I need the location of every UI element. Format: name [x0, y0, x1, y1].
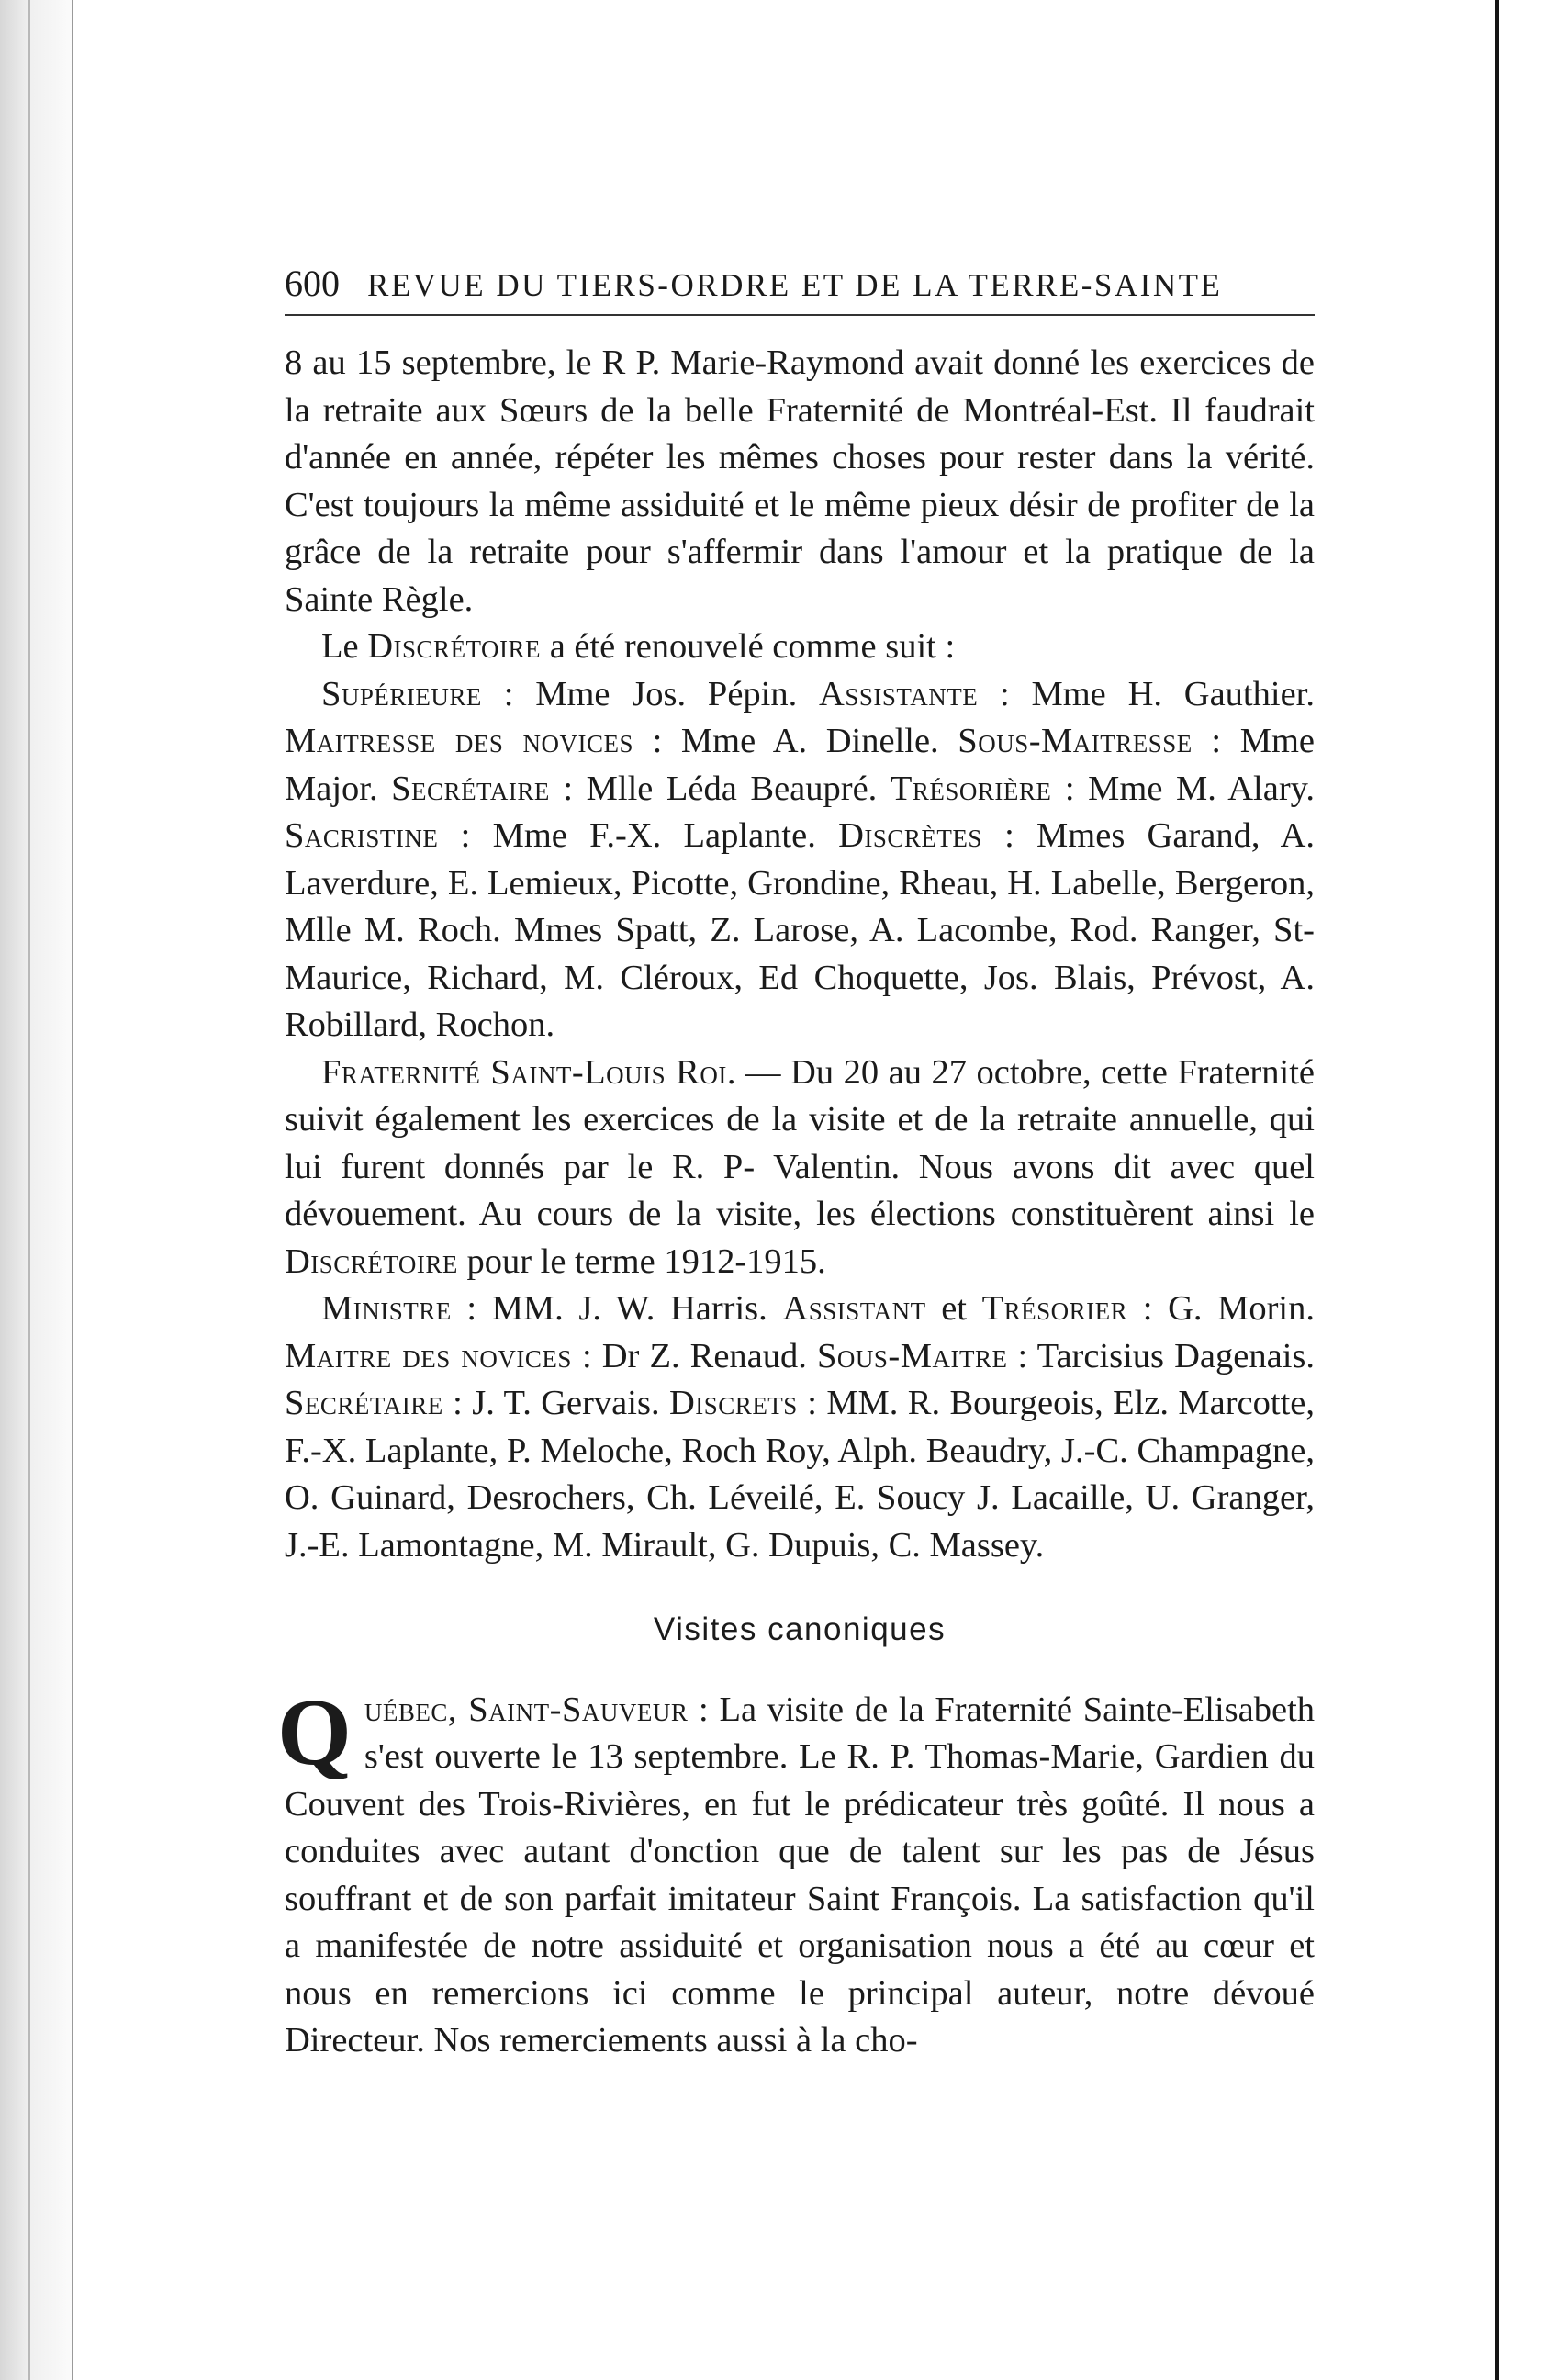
running-header: [285, 262, 1315, 316]
paragraph-quebec-saint-sauveur: Québec, Saint-Sauveur : La visite de la Fraternité Sainte-Elisabeth s'est ouverte le 13 septembre. Le R. P. Thomas-Marie, Gardien du Couvent des Trois-Rivières, en fut le prédicateur très goûté. Il nous a conduites avec autant d'onction que de talent sur les pas de Jésus souffrant et de son parfait imitateur Saint François. La satisfaction qu'il a manifestée de notre assiduité et organisation nous a été au cœur et nous en remercions ici comme le principal auteur, notre dévoué Directeur. Nos remerciements aussi à la cho-: [277, 1678, 1316, 2060]
book-page: [277, 262, 1316, 2065]
body-text: [277, 340, 1316, 2065]
page-number: 600: [285, 263, 340, 304]
paragraph-retraite: 8 au 15 septembre, le R P. Marie-Raymond avait donné les exercices de la retraite aux Sœurs de la belle Fraternité de Montréal-Est. Il faudrait d'année en année, répéter les mêmes choses pour rester dans la vérité. C'est toujours la même assiduité et le même pieux désir de profiter de la grâce de la retraite pour s'affermir dans l'amour et la pratique de la Sainte Règle.: [285, 343, 1315, 619]
paragraph-discretoire-1912: Ministre : MM. J. W. Harris. Assistant et Trésorier : G. Morin. Maitre des novices : Dr Z. Renaud. Sous-Maitre : Tarcisius Dagenais. Secrétaire : J. T. Gervais. Discrets : MM. R. Bourgeois, Elz. Marcotte, F.-X. Laplante, P. Meloche, Roch Roy, Alph. Beaudry, J.-C. Champagne, O. Guinard, Desrochers, Ch. Léveilé, E. Soucy J. Lacaille, U. Granger, J.-E. Lamontagne, M. Mirault, G. Dupuis, C. Massey.: [285, 1289, 1316, 1565]
paragraph-discretoire-list: Supérieure : Mme Jos. Pépin. Assistante : Mme H. Gauthier. Maitresse des novices : Mme A. Dinelle. Sous-Maitresse : Mme Major. Secrétaire : Mlle Léda Beaupré. Trésorière : Mme M. Alary. Sacristine : Mme F.-X. Laplante. Discrètes : Mmes Garand, A. Laverdure, E. Lemieux, Picotte, Grondine, Rheau, H. Labelle, Bergeron, Mlle M. Roch. Mmes Spatt, Z. Larose, A. Lacombe, Rod. Ranger, St-Maurice, Richard, M. Cléroux, Ed Choquette, Jos. Blais, Prévost, A. Robillard, Rochon.: [285, 674, 1316, 1044]
section-title: Visites canoniques: [653, 1611, 947, 1647]
running-title: REVUE DU TIERS-ORDRE ET DE LA TERRE-SAINTE: [367, 267, 1223, 303]
drop-cap: Q: [277, 1678, 352, 1785]
paragraph-discretoire-intro: Le Discrétoire a été renouvelé comme suit :: [321, 627, 956, 666]
facing-page-edge: [1495, 0, 1557, 2380]
book-left-edge: [0, 0, 73, 2380]
paragraph-saint-louis-roi: Fraternité Saint-Louis Roi. — Du 20 au 27 octobre, cette Fraternité suivit également les exercices de la visite et de la retraite annuelle, qui lui furent donnés par le R. P- Valentin. Nous avons dit avec quel dévouement. Au cours de la visite, les élections constituèrent ainsi le Discrétoire pour le terme 1912-1915.: [285, 1052, 1315, 1281]
